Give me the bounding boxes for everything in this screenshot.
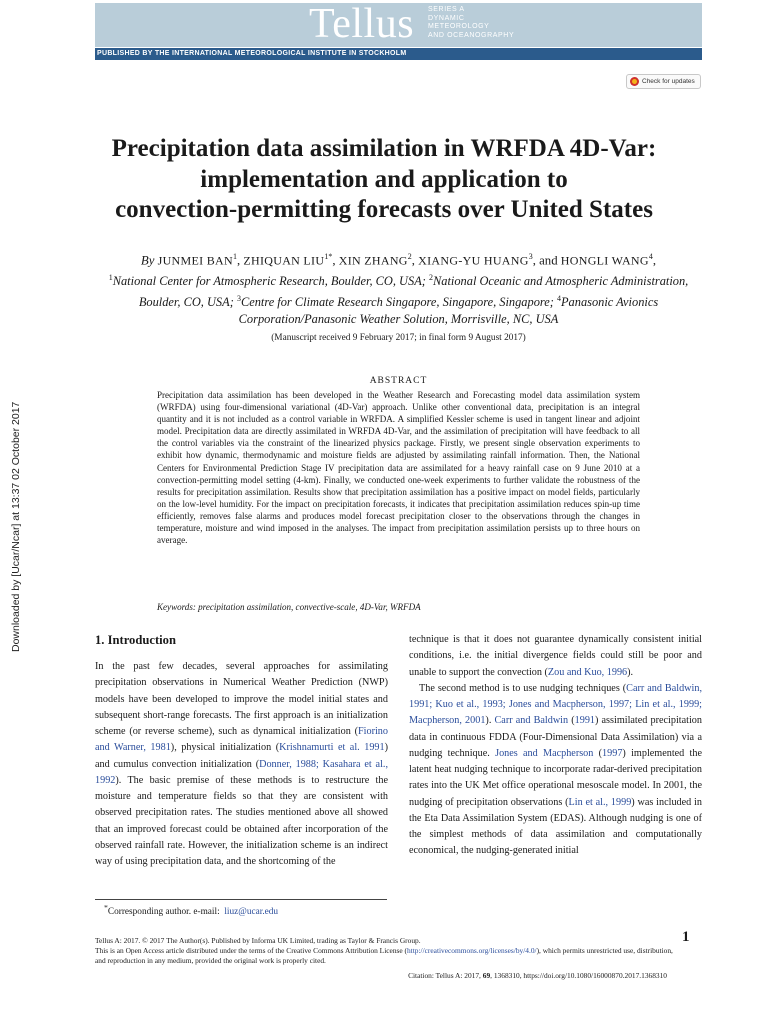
body-paragraph [409,632,702,681]
check-for-updates-label: Check for updates [642,78,695,85]
by-label: By [140,253,155,268]
license-text: This is an Open Access article distributed under the terms of the Creative Commons Attribution License ( [95,946,407,956]
author-name: JUNMEI BAN [157,253,233,268]
affiliation: National Center for Atmospheric Research, Boulder, CO, USA; [112,274,426,289]
affiliation: National Oceanic and Atmospheric Administration, Boulder, CO, USA; [138,274,689,310]
citation-link[interactable]: Jones and Macpherson [495,747,594,759]
title-line: convection-permitting forecasts over United States [115,196,653,223]
citation [300,971,667,980]
paper-title [60,134,708,226]
body-paragraph [95,659,388,870]
affil-marker: 3 [236,294,241,304]
footnote-marker: * [104,903,108,912]
section-heading: 1. Introduction [95,633,176,647]
author-affil-marker: 2 [407,252,412,261]
author-name: XIN ZHANG [338,253,408,268]
series-line: METEOROLOGY [428,23,490,31]
abstract-text: Precipitation data assimilation has been developed in the Weather Research and Forecasting model data assimilation system (WRFDA) using four-dimensional variational (4D-Var) approach. Unlike other conventional data, precipitation is an integral quantity and it is not included as a control variable in WRFDA. A simplified Kessler scheme is used in tangent linear and adjoint model. Precipitation data are directly assimilated in WRFDA 4D-Var, and the assimilation of precipitation will have feedback to all the control variables via the constraint of the linearized physics package. Firstly, we present single observation experiments to exhibit how dynamic, thermodynamic and moisture fields are adjusted by assimilating rainfall information. Then, the National Centers for Environmental Prediction Stage IV precipitation data are assimilated for a heavy rainfall case on 9 June 2010 at a convection-permitting model setting (4-km). Finally, we conducted one-week experiments to further validate the robustness of the results for precipitation assimilation. Results show that precipitation assimilation has a positive impact on model fields, particularly on the low-level humidity. For the impact on precipitation forecasts, it indicates that precipitation assimilation reduces spin-up time efficiently, removes false alarms and produces model forecast precipitation closer to the observations through the changes in temperature, moisture and wind imposed in the analyses. The impact from precipitation assimilation persists up to three hours on average. [157,390,640,546]
author-name: HONGLI WANG [560,253,649,268]
affil-marker: 2 [429,273,434,282]
body-text: ). [485,715,495,727]
citation-link[interactable]: Donner, 1988; Kasahara et al., 1992 [95,758,388,786]
author-name: ZHIQUAN LIU [243,253,325,268]
citation-volume: 69 [482,971,491,980]
license-notice [95,936,675,967]
author-affil-marker: 3 [528,252,533,261]
affiliation: Panasonic Avionics Corporation/Panasonic Weather Solution, Morrisville, NC, USA [238,295,659,327]
citation-link[interactable]: Carr and Baldwin, 1991; Kuo et al., 1993; Jones and Macpherson, 1997; Lin et al., 1999; Macpherson, 2001 [409,682,702,727]
license-text: ), which permits unrestricted use, distribution, and reproduction in any medium, provided the original work is properly cited. [95,946,673,966]
citation-link[interactable]: Lin et al., 1999 [568,796,632,808]
publisher-bar [95,48,702,60]
body-text: ). [627,666,634,678]
citation-link[interactable]: 1991 [574,715,596,727]
affil-marker: 4 [556,294,561,304]
footnote-divider [95,899,387,900]
journal-title: Tellus [309,1,415,47]
body-text: ) assimilated precipitation data in continuous FDDA (Four-Dimensional Data Assimilation) via a nudging technique. [409,715,702,759]
footnote-text: Corresponding author. e-mail: [107,907,220,918]
citation-link[interactable]: Carr and Baldwin [494,715,569,727]
body-text: In the past few decades, several approaches for assimilating precipitation observations in Numerical Weather Prediction (NWP) models have been developed to improve the model initial states and subsequent short-range forecasts. The first approach is an initialization scheme (or reverse scheme), such as dynamical initialization ( [95,661,388,737]
page-number: 1 [682,929,690,945]
footnote [104,903,278,917]
crossmark-icon [630,77,639,86]
author-affil-marker: 1 [232,252,237,261]
series-line: AND OCEANOGRAPHY [428,31,515,39]
citation-text: , 1368310, https://doi.org/10.1080/16000870.2017.1368310 [490,971,667,980]
citation-link[interactable]: Fiorino and Warner, 1981 [95,726,388,754]
citation-link[interactable]: 1997 [602,747,623,759]
body-text: technique is that it does not guarantee dynamically consistent initial conditions, i.e. the initial divergence fields could still be poor and unable to support the convection ( [409,634,702,678]
license-line: Tellus A: 2017. © 2017 The Author(s). Published by Informa UK Limited, trading as Taylor & Francis Group. [95,936,421,945]
author-list: By JUNMEI BAN$^1$, ZHIQUAN $LIU^{1*}$, XIN ZHANG$^2$, XIANG-YU HUANG$^3$, and HONGLI WANG$^4$, [140,252,657,268]
body-text: ( [593,747,603,759]
author-affil-marker: 1* [324,252,333,261]
manuscript-dates: (Manuscript received 9 February 2017; in final form 9 August 2017) [271,333,526,343]
affiliations [95,269,702,328]
license-link[interactable]: http://creativecommons.org/licenses/by/4.0/ [406,946,537,956]
body-text: ), physical initialization ( [170,742,280,754]
title-line: implementation and application to [200,165,568,193]
citation-link[interactable]: Zou and Kuo, 1996 [547,666,628,678]
keywords: Keywords: precipitation assimilation, convective-scale, 4D-Var, WRFDA [157,602,421,612]
body-text: The second method is to use nudging techniques ( [419,682,627,694]
body-column-left [95,632,388,870]
download-stamp: Downloaded by [Ucar/Ncar] at 13:37 02 October 2017 [10,401,22,652]
publisher-text: PUBLISHED BY THE INTERNATIONAL METEOROLOGICAL INSTITUTE IN STOCKHOLM [97,50,407,57]
body-column-right [409,632,702,860]
body-text: ) and cumulus convection initialization ( [95,742,389,770]
citation-link[interactable]: Krishnamurti et al. 1991 [279,742,385,754]
author-affil-marker: 4 [648,252,653,261]
body-paragraph [409,681,702,860]
citation-text: Citation: Tellus A: 2017, [408,971,483,980]
abstract-heading: ABSTRACT [369,376,428,386]
series-line: SERIES A [428,6,465,13]
body-text: ( [568,715,575,727]
email-link[interactable]: liuz@ucar.edu [224,907,279,918]
series-line: DYNAMIC [428,14,465,22]
author-name: XIANG-YU HUANG [418,253,529,268]
title-line: Precipitation data assimilation in WRFDA 4D-Var: [111,135,657,162]
journal-series [428,6,578,40]
body-text: ) implemented the latent heat nudging technique to incorporate radar-derived precipitation rates into the UK Met office operational mesoscale model. In 2001, the nudging of precipitation observations ( [409,747,702,808]
affil-marker: 1 [108,273,113,282]
license-line [95,946,675,966]
affiliation: Centre for Climate Research Singapore, Singapore, Singapore; [240,295,554,310]
body-text: ). The basic premise of these methods is to restructure the moisture and temperature fields so that they are consistent with observed precipitation rates. The studies mentioned above all showed that an improved forecast could be obtained after incorporation of the observed rainfall rate. However, the initialization scheme is an indirect way of using precipitation data, and the shortcoming of the [95,774,388,867]
check-for-updates-button[interactable] [626,74,701,89]
authors-and: and [539,253,558,268]
body-text: ) was included in the Eta Data Assimilation System (EDAS). Although nudging is one of the simplest methods of data assimilation and computationally economical, the nudging-generated initial [409,796,702,857]
